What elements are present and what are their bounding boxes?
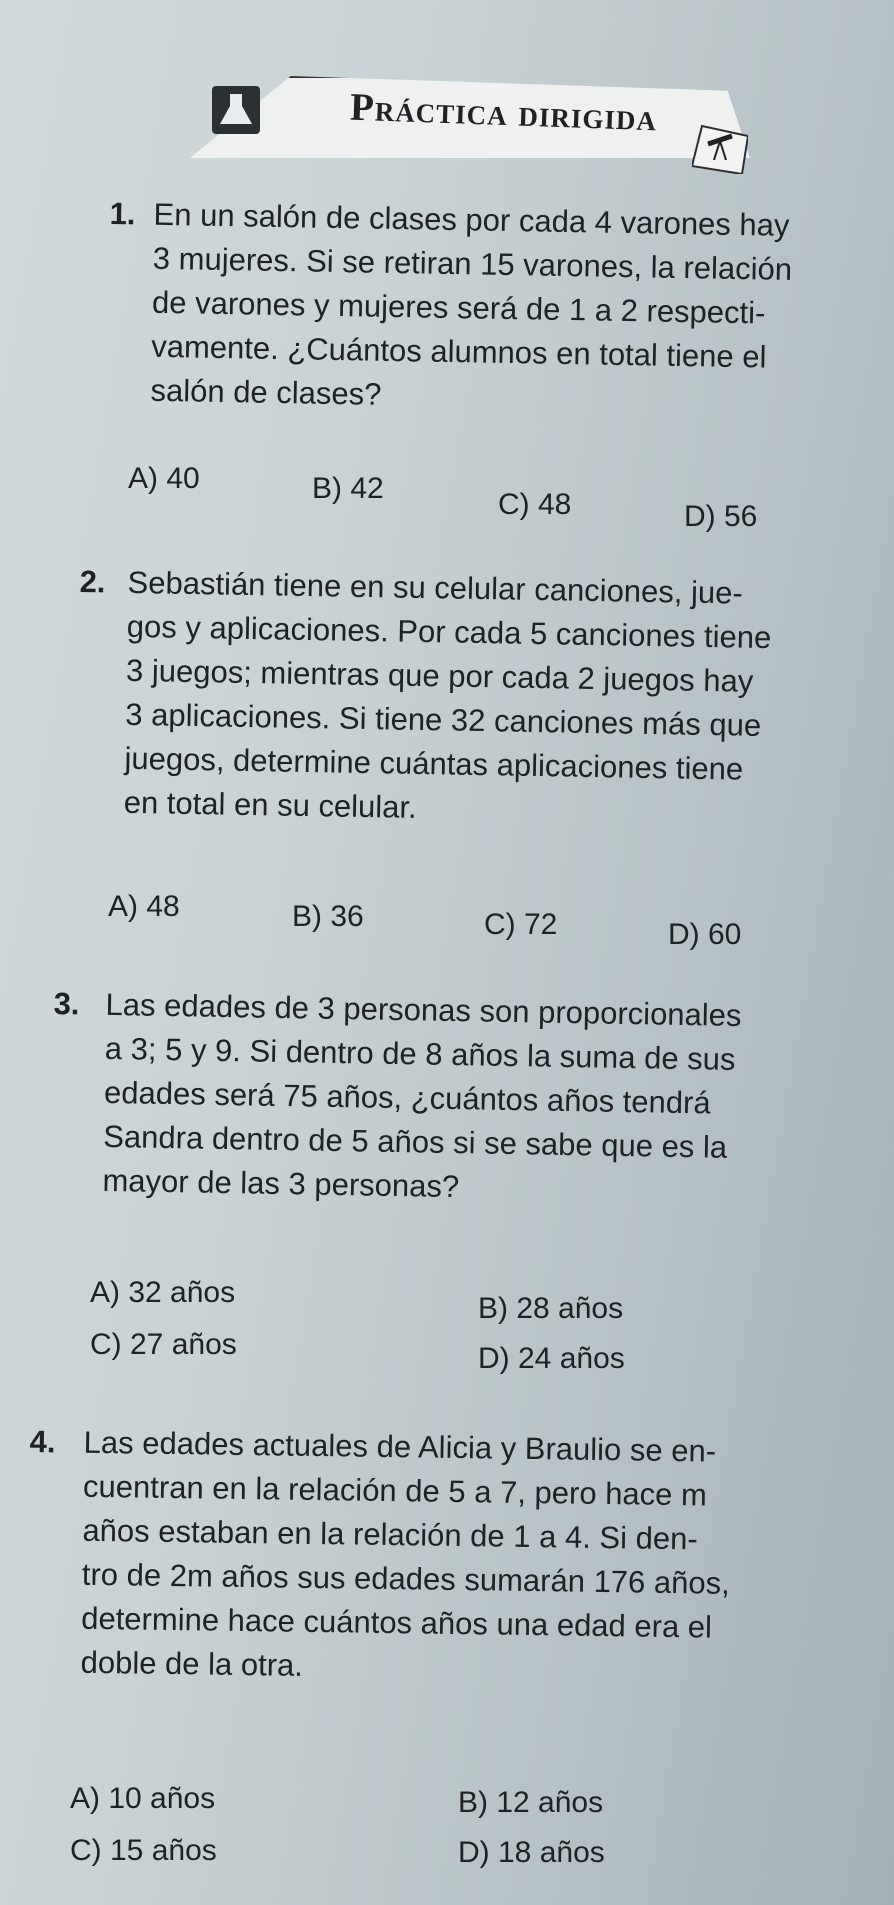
question-line: Las edades de 3 personas son proporcionales (105, 986, 742, 1034)
option-c: C) 15 años (70, 1834, 217, 1867)
option-a: A) 48 (108, 890, 180, 923)
flask-icon (210, 84, 262, 136)
section-banner (190, 62, 760, 170)
question-line: determine hace cuántos años una edad era el (80, 1600, 713, 1645)
question-line: 3 aplicaciones. Si tiene 32 canciones más que (125, 696, 762, 743)
option-d: D) 56 (684, 500, 758, 533)
question-line: doble de la otra. (80, 1644, 304, 1683)
question-line: Sandra dentro de 5 años si se sabe que es la (103, 1118, 728, 1165)
question-line: Las edades actuales de Alicia y Braulio se en- (83, 1424, 717, 1469)
question-line: salón de clases? (150, 372, 382, 412)
option-b: B) 36 (292, 900, 364, 933)
option-d: D) 24 años (478, 1342, 625, 1375)
question-text (80, 1421, 732, 1694)
question-number: 1. (109, 195, 136, 232)
question-number: 3. (53, 985, 80, 1022)
question-text (150, 193, 793, 424)
question-number: 2. (79, 563, 106, 600)
question-line: juegos, determine cuántas aplicaciones tiene (124, 740, 744, 787)
question-line: a 3; 5 y 9. Si dentro de 8 años la suma de sus (104, 1030, 736, 1077)
question-text (102, 983, 742, 1214)
option-a: A) 32 años (90, 1276, 236, 1309)
option-b: B) 42 (312, 472, 384, 505)
question-text (123, 561, 772, 836)
option-b: B) 12 años (458, 1786, 604, 1819)
question-line: años estaban en la relación de 1 a 4. Si den- (82, 1512, 698, 1557)
banner-title: Práctica dirigida (349, 85, 658, 140)
option-c: C) 72 (484, 908, 558, 941)
option-c: C) 27 años (90, 1328, 237, 1361)
option-d: D) 18 años (458, 1836, 605, 1869)
question-line: En un salón de clases por cada 4 varones hay (153, 196, 790, 243)
question-line: edades será 75 años, ¿cuántos años tendrá (103, 1074, 711, 1121)
question-line: cuentran en la relación de 5 a 7, pero hace m (82, 1468, 708, 1513)
question-line: tro de 2m años sus edades sumarán 176 años, (81, 1556, 731, 1601)
question-line: mayor de las 3 personas? (102, 1162, 460, 1205)
question-line: de varones y mujeres será de 1 a 2 respecti- (151, 284, 766, 331)
option-b: B) 28 años (478, 1292, 624, 1325)
option-d: D) 60 (668, 918, 742, 951)
option-a: A) 40 (128, 462, 200, 495)
question-line: gos y aplicaciones. Por cada 5 canciones tiene (126, 608, 772, 656)
option-a: A) 10 años (70, 1782, 216, 1815)
option-c: C) 48 (498, 488, 572, 521)
question-line: Sebastián tiene en su celular canciones, jue- (127, 564, 744, 611)
question-line: 3 juegos; mientras que por cada 2 juegos hay (125, 652, 754, 699)
question-line: en total en su celular. (123, 784, 418, 825)
question-line: 3 mujeres. Si se retiran 15 varones, la relación (152, 240, 793, 287)
question-line: vamente. ¿Cuántos alumnos en total tiene el (151, 328, 767, 375)
telescope-icon (692, 124, 748, 174)
question-number: 4. (29, 1423, 56, 1460)
